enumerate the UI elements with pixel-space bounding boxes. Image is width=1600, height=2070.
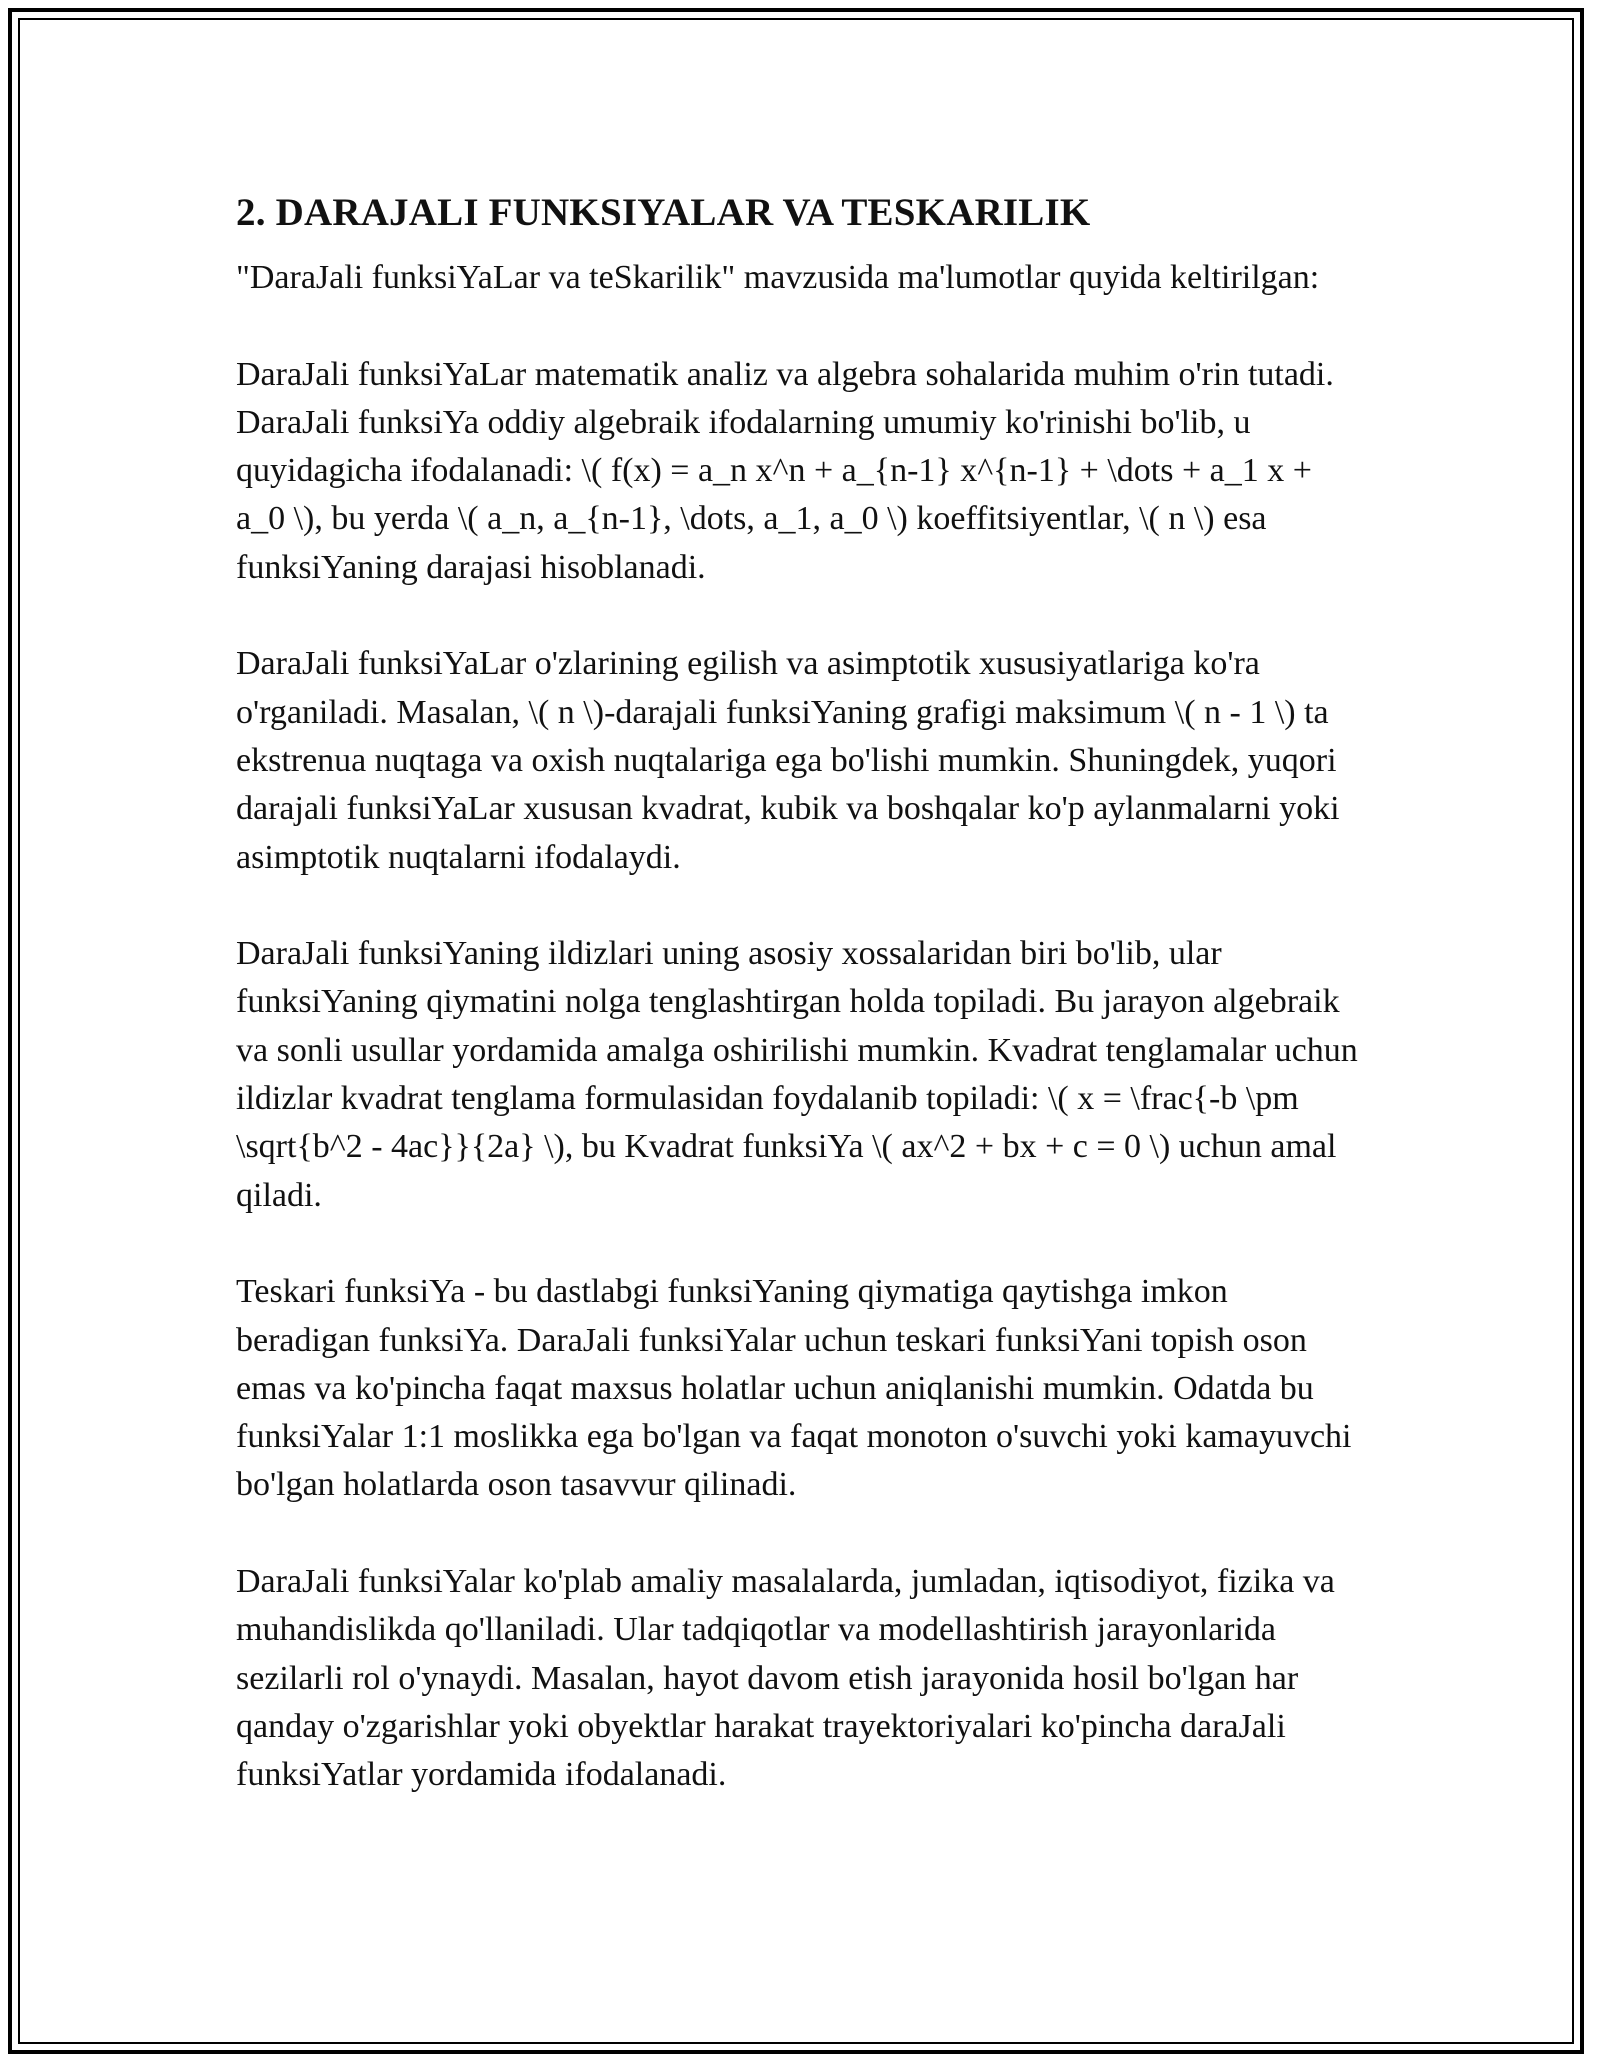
document-body [236, 186, 1366, 1848]
paragraph-roots: DaraJali funksiYaning ildizlari uning asosiy xossalaridan biri bo'lib, ular funksiYaning qiymatini nolga tenglashtirgan holda topiladi. Bu jarayon algebraik va sonli usullar yordamida amalga oshirilishi mumkin. Kvadrat tenglamalar uchun ildizlar kvadrat tenglama formulasidan foydalanib topiladi: \( x = \frac{-b \pm \sqrt{b^2 - 4ac}}{2a} \), bu Kvadrat funksiYa \( ax^2 + bx + c = 0 \) uchun amal qiladi. [236, 935, 1358, 1214]
page-title: 2. DARAJALI FUNKSIYALAR VA TESKARILIK [236, 191, 1091, 234]
paragraph-properties: DaraJali funksiYaLar o'zlarining egilish va asimptotik xususiyatlariga ko'ra o'rganiladi. Masalan, \( n \)-darajali funksiYaning grafigi maksimum \( n - 1 \) ta ekstrenua nuqtaga va oxish nuqtalariga ega bo'lishi mumkin. Shuningdek, yuqori darajali funksiYaLar xususan kvadrat, kubik va boshqalar ko'p aylanmalarni yoki asimptotik nuqtalarni ifodalaydi. [236, 645, 1340, 876]
intro-paragraph: "DaraJali funksiYaLar va teSkarilik" mavzusida ma'lumotlar quyida keltirilgan: [236, 259, 1320, 296]
paragraph-definition: DaraJali funksiYaLar matematik analiz va algebra sohalarida muhim o'rin tutadi. DaraJali funksiYa oddiy algebraik ifodalarning umumiy ko'rinishi bo'lib, u quyidagicha ifodalanadi: \( f(x) = a_n x^n + a_{n-1} x^{n-1} + \dots + a_1 x + a_0 \), bu yerda \( a_n, a_{n-1}, \dots, a_1, a_0 \) koeffitsiyentlar, \( n \) esa funksiYaning darajasi hisoblanadi. [236, 355, 1334, 586]
paragraph-applications: DaraJali funksiYalar ko'plab amaliy masalalarda, jumladan, iqtisodiyot, fizika va muhandislikda qo'llaniladi. Ular tadqiqotlar va modellashtirish jarayonlarida sezilarli rol o'ynaydi. Masalan, hayot davom etish jarayonida hosil bo'lgan har qanday o'zgarishlar yoki obyektlar harakat trayektoriyalari ko'pincha daraJali funksiYatlar yordamida ifodalanadi. [236, 1563, 1335, 1794]
paragraph-inverse: Teskari funksiYa - bu dastlabgi funksiYaning qiymatiga qaytishga imkon beradigan funksiYa. DaraJali funksiYalar uchun teskari funksiYani topish oson emas va ko'pincha faqat maxsus holatlar uchun aniqlanishi mumkin. Odatda bu funksiYalar 1:1 moslikka ega bo'lgan va faqat monoton o'suvchi yoki kamayuvchi bo'lgan holatlarda oson tasavvur qilinadi. [236, 1273, 1352, 1504]
